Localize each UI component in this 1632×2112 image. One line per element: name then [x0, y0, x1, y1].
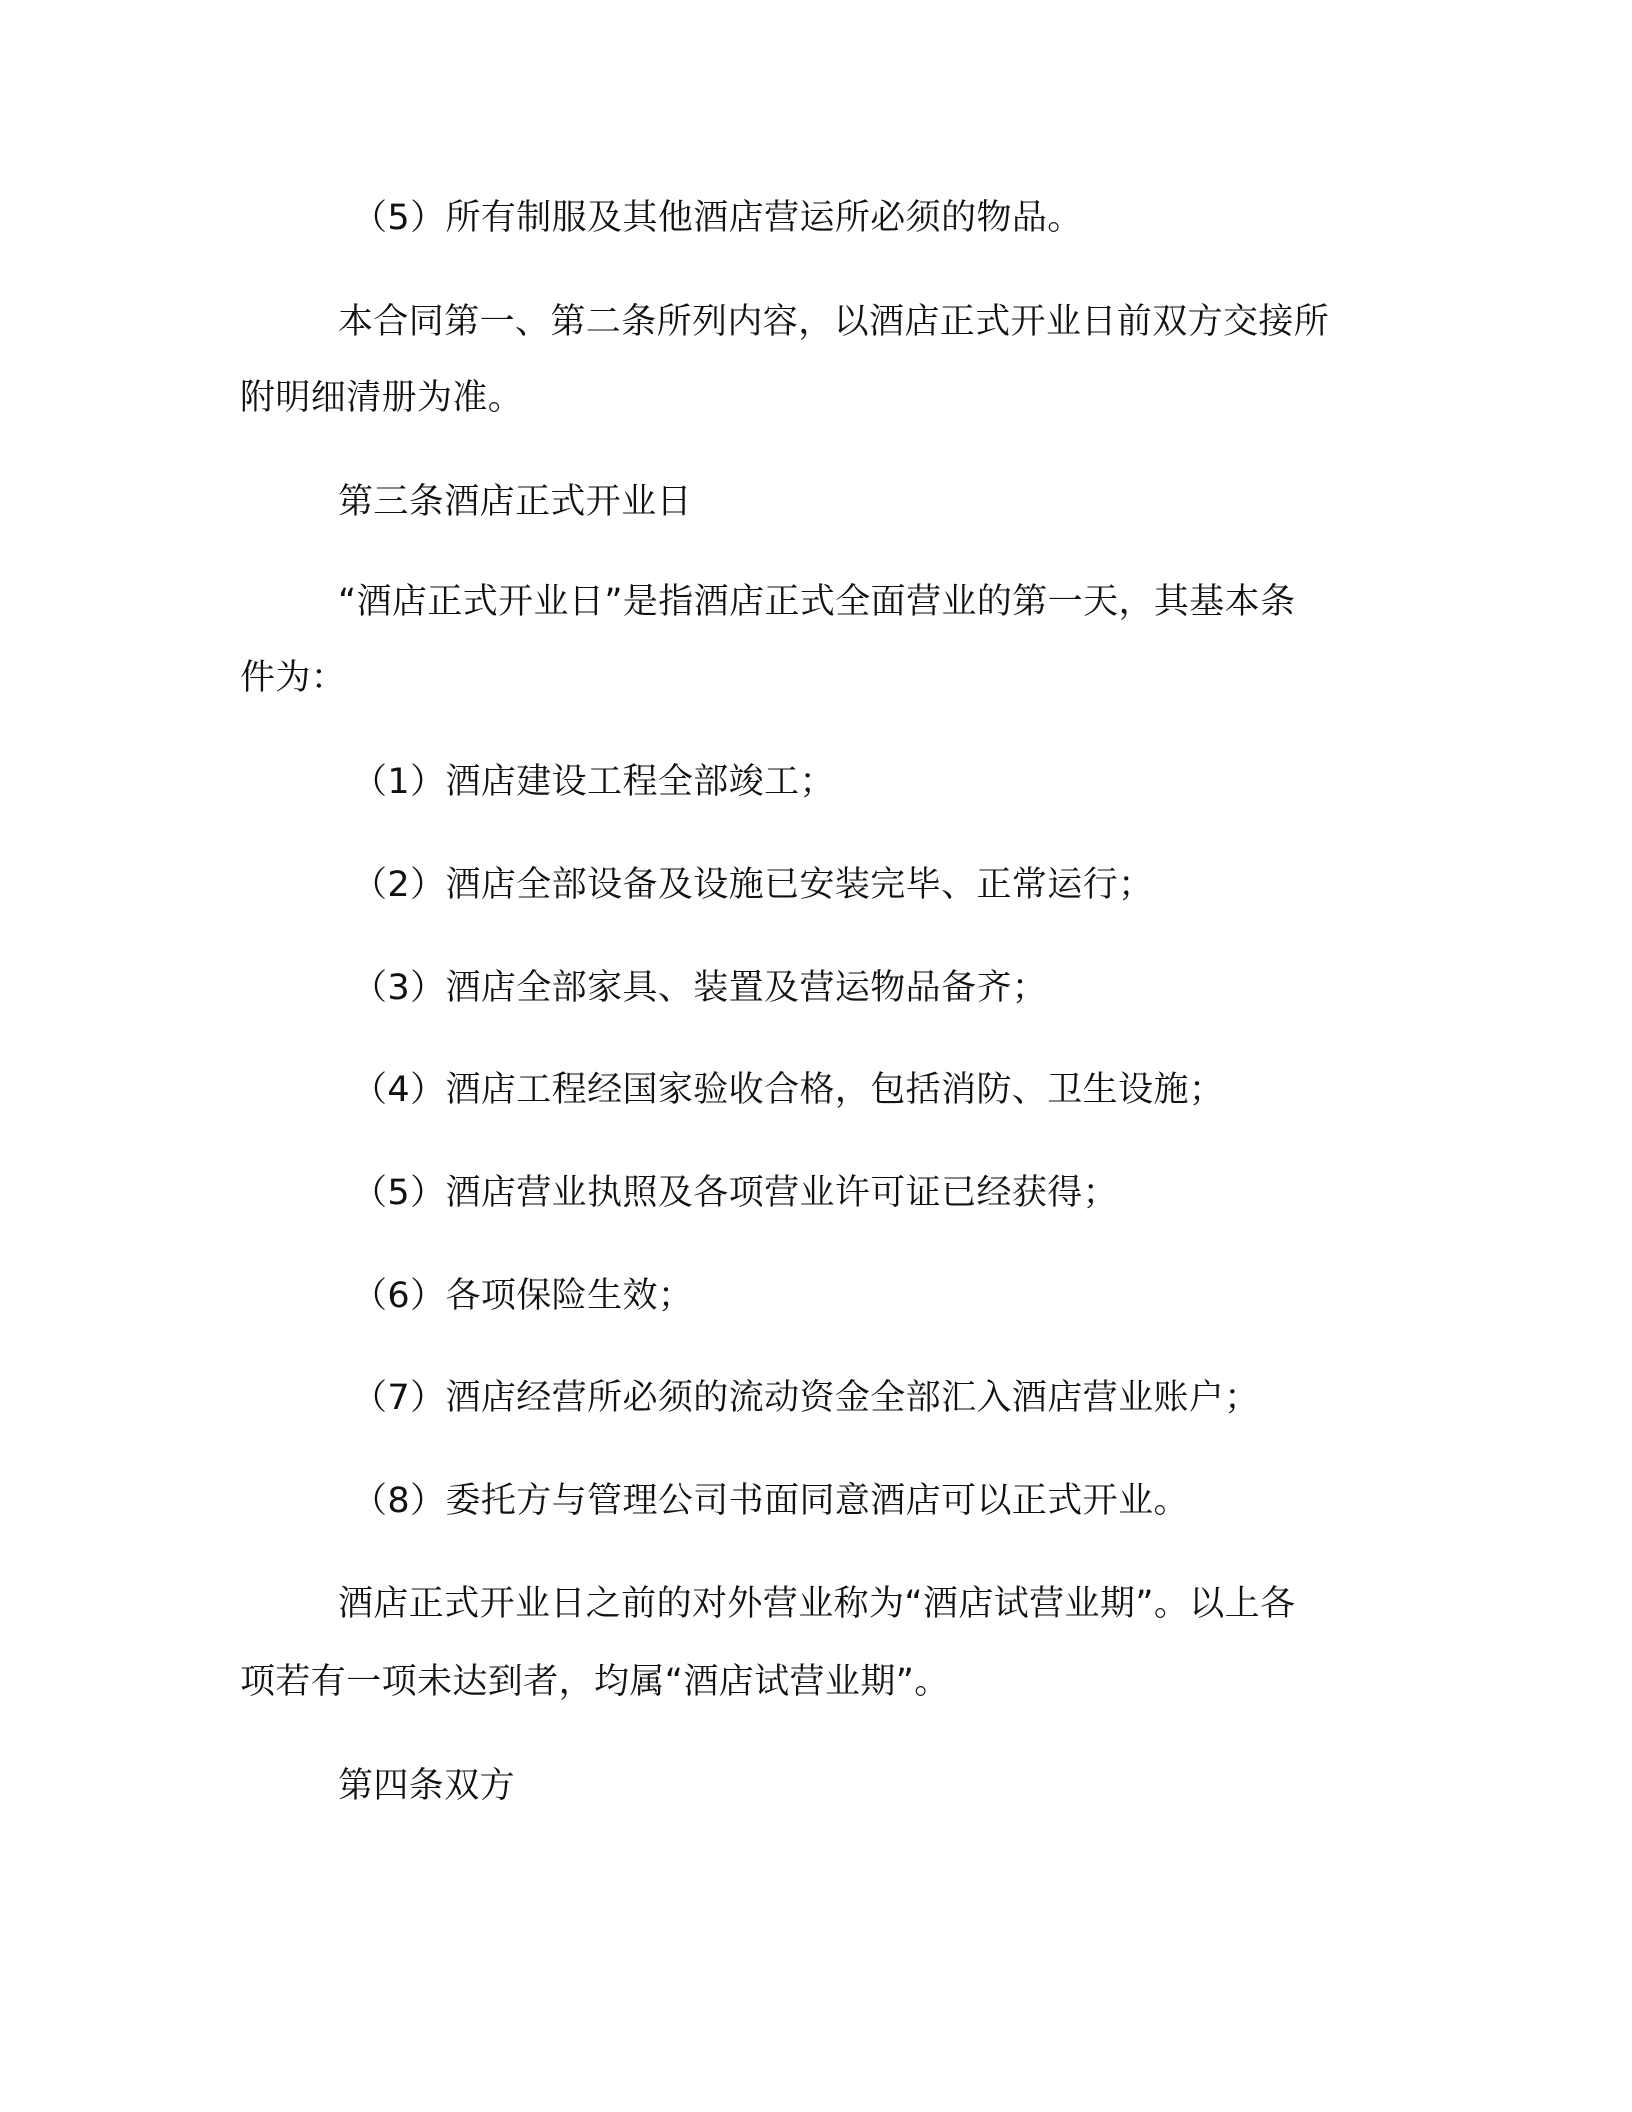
paragraph-handover-line2: 附明细清册为准。	[240, 378, 524, 418]
condition-item-3: （3）酒店全部家具、装置及营运物品备齐；	[352, 968, 1048, 1008]
paragraph-opening-definition-line1: “酒店正式开业日”是指酒店正式全面营业的第一天，其基本条	[338, 582, 1296, 622]
paragraph-trial-period-line1: 酒店正式开业日之前的对外营业称为“酒店试营业期”。以上各	[338, 1584, 1296, 1624]
condition-item-2: （2）酒店全部设备及设施已安装完毕、正常运行；	[352, 865, 1154, 905]
heading-article-3: 第三条酒店正式开业日	[338, 482, 693, 522]
condition-item-8: （8）委托方与管理公司书面同意酒店可以正式开业。	[352, 1481, 1189, 1521]
paragraph-handover-line1: 本合同第一、第二条所列内容，以酒店正式开业日前双方交接所	[338, 302, 1330, 342]
paragraph-trial-period-line2: 项若有一项未达到者，均属“酒店试营业期”。	[240, 1662, 950, 1702]
condition-item-4: （4）酒店工程经国家验收合格，包括消防、卫生设施；	[352, 1070, 1225, 1110]
paragraph-opening-definition-line2: 件为：	[240, 658, 347, 698]
heading-article-4: 第四条双方	[338, 1766, 516, 1806]
condition-item-5: （5）酒店营业执照及各项营业许可证已经获得；	[352, 1173, 1119, 1213]
condition-item-7: （7）酒店经营所必须的流动资金全部汇入酒店营业账户；	[352, 1378, 1260, 1418]
list-item-goods: （5）所有制服及其他酒店营运所必须的物品。	[352, 198, 1083, 238]
condition-item-6: （6）各项保险生效；	[352, 1276, 694, 1316]
condition-item-1: （1）酒店建设工程全部竣工；	[352, 762, 835, 802]
